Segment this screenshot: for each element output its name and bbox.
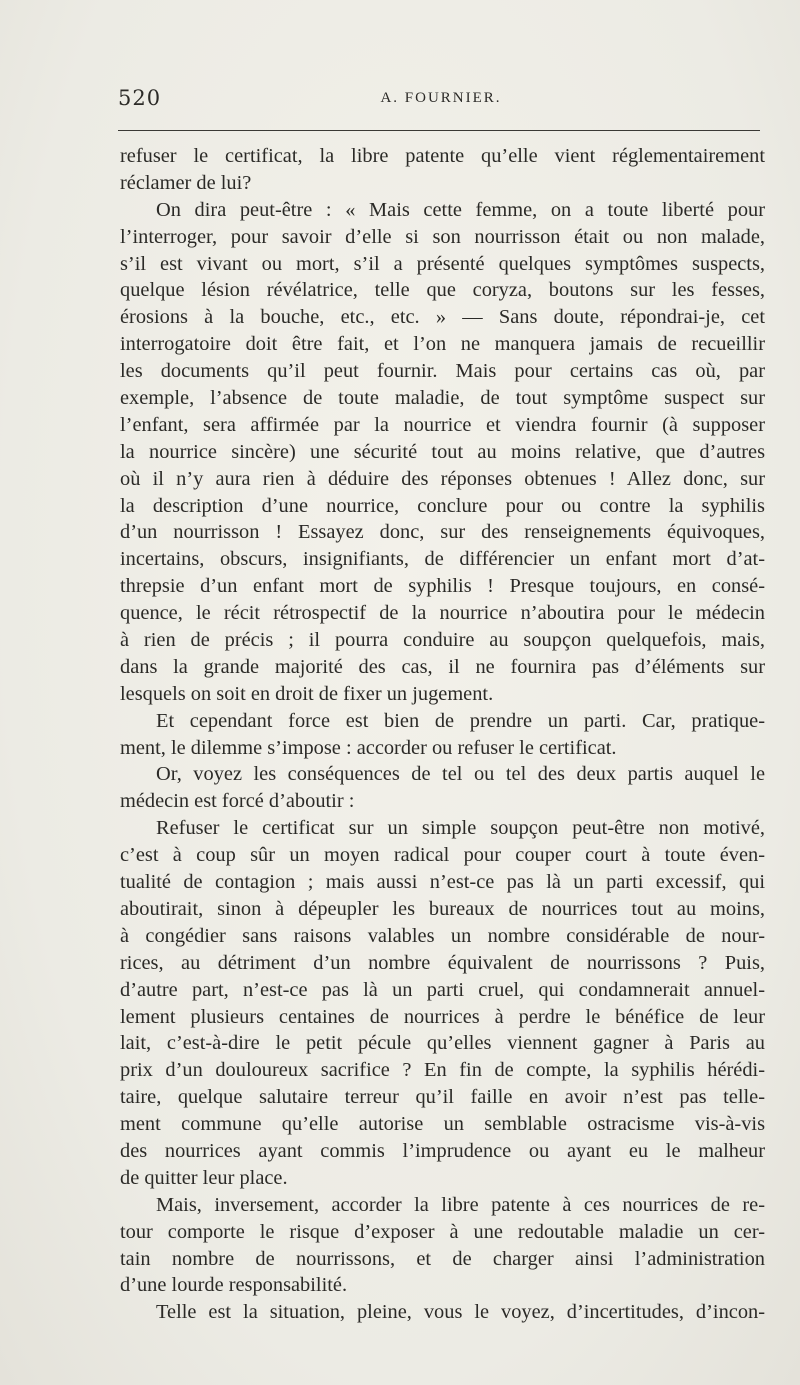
text-line: Mais, inversement, accorder la libre patente à ces nourrices de re- (156, 1193, 765, 1216)
text-line: la description d’une nourrice, conclure pour ou contre la syphilis (120, 494, 765, 517)
page-number: 520 (118, 86, 162, 110)
text-line: interrogatoire doit être fait, et l’on ne manquera jamais de recueillir (120, 333, 765, 356)
text-line: lesquels on soit en droit de fixer un jugement. (120, 682, 494, 705)
text-line: médecin est forcé d’aboutir : (120, 790, 355, 813)
text-line: les documents qu’il peut fournir. Mais pour certains cas où, par (120, 360, 765, 383)
text-line: l’interroger, pour savoir d’elle si son nourrisson était ou non malade, (120, 225, 765, 248)
text-line: s’il est vivant ou mort, s’il a présenté quelques symptômes suspects, (120, 252, 765, 275)
text-line: dans la grande majorité des cas, il ne fournira pas d’éléments sur (120, 655, 765, 678)
text-line: réclamer de lui? (120, 171, 252, 194)
text-line: Refuser le certificat sur un simple soupçon peut-être non motivé, (156, 817, 765, 840)
text-line: l’enfant, sera affirmée par la nourrice et viendra fournir (à supposer (120, 413, 765, 436)
text-line: taire, quelque salutaire terreur qu’il faille en avoir n’est pas telle- (120, 1086, 765, 1109)
text-line: Telle est la situation, pleine, vous le voyez, d’incertitudes, d’incon- (156, 1301, 765, 1324)
text-line: des nourrices ayant commis l’imprudence ou ayant eu le malheur (120, 1139, 765, 1162)
text-line: On dira peut-être : « Mais cette femme, on a toute liberté pour (156, 198, 765, 221)
text-line: ment commune qu’elle autorise un semblable ostracisme vis-à-vis (120, 1113, 765, 1136)
text-line: la nourrice sincère) une sécurité tout au moins relative, que d’autres (120, 440, 765, 463)
text-line: d’un nourrisson ! Essayez donc, sur des renseignements équivoques, (120, 521, 765, 544)
text-line: Or, voyez les conséquences de tel ou tel des deux partis auquel le (156, 763, 765, 786)
text-line: tain nombre de nourrissons, et de charger ainsi l’administration (120, 1247, 765, 1270)
page-header (118, 86, 764, 116)
text-line: refuser le certificat, la libre patente qu’elle vient réglementairement (120, 145, 765, 167)
text-line: à rien de précis ; il pourra conduire au soupçon quelquefois, mais, (120, 629, 765, 652)
text-line: rices, au détriment d’un nombre équivalent de nourrissons ? Puis, (120, 951, 765, 974)
header-rule (118, 130, 760, 131)
text-line: quelque lésion révélatrice, telle que coryza, boutons sur les fesses, (120, 279, 765, 302)
text-line: tour comporte le risque d’exposer à une redoutable maladie un cer- (120, 1220, 765, 1243)
text-line: de quitter leur place. (120, 1166, 288, 1189)
text-line: Et cependant force est bien de prendre un parti. Car, pratique- (156, 709, 765, 732)
text-line: à congédier sans raisons valables un nombre considérable de nour- (120, 924, 765, 947)
text-line: prix d’un douloureux sacrifice ? En fin de compte, la syphilis hérédi- (120, 1059, 765, 1082)
text-line: incertains, obscurs, insignifiants, de différencier un enfant mort d’at- (120, 548, 765, 571)
text-line: aboutirait, sinon à dépeupler les bureaux de nourrices tout au moins, (120, 897, 765, 920)
text-line: d’une lourde responsabilité. (120, 1274, 348, 1297)
text-line: érosions à la bouche, etc., etc. » — Sans doute, répondrai-je, cet (120, 306, 765, 329)
body-text (120, 143, 765, 1326)
text-line: lement plusieurs centaines de nourrices à perdre le bénéfice de leur (120, 1005, 765, 1028)
text-line: tualité de contagion ; mais aussi n’est-ce pas là un parti excessif, qui (120, 871, 765, 894)
text-line: threpsie d’un enfant mort de syphilis ! Presque toujours, en consé- (120, 575, 765, 598)
text-line: quence, le récit rétrospectif de la nourrice n’aboutira pour le médecin (120, 602, 765, 625)
text-line: d’autre part, n’est-ce pas là un parti cruel, qui condamnerait annuel- (120, 978, 765, 1001)
text-line: ment, le dilemme s’impose : accorder ou refuser le certificat. (120, 736, 617, 759)
text-line: exemple, l’absence de toute maladie, de tout symptôme suspect sur (120, 387, 765, 410)
running-head: A. FOURNIER. (380, 90, 502, 106)
text-line: lait, c’est-à-dire le petit pécule qu’elles viennent gagner à Paris au (120, 1032, 765, 1055)
text-line: où il n’y aura rien à déduire des réponses obtenues ! Allez donc, sur (120, 467, 765, 490)
text-line: c’est à coup sûr un moyen radical pour couper court à toute éven- (120, 844, 765, 867)
